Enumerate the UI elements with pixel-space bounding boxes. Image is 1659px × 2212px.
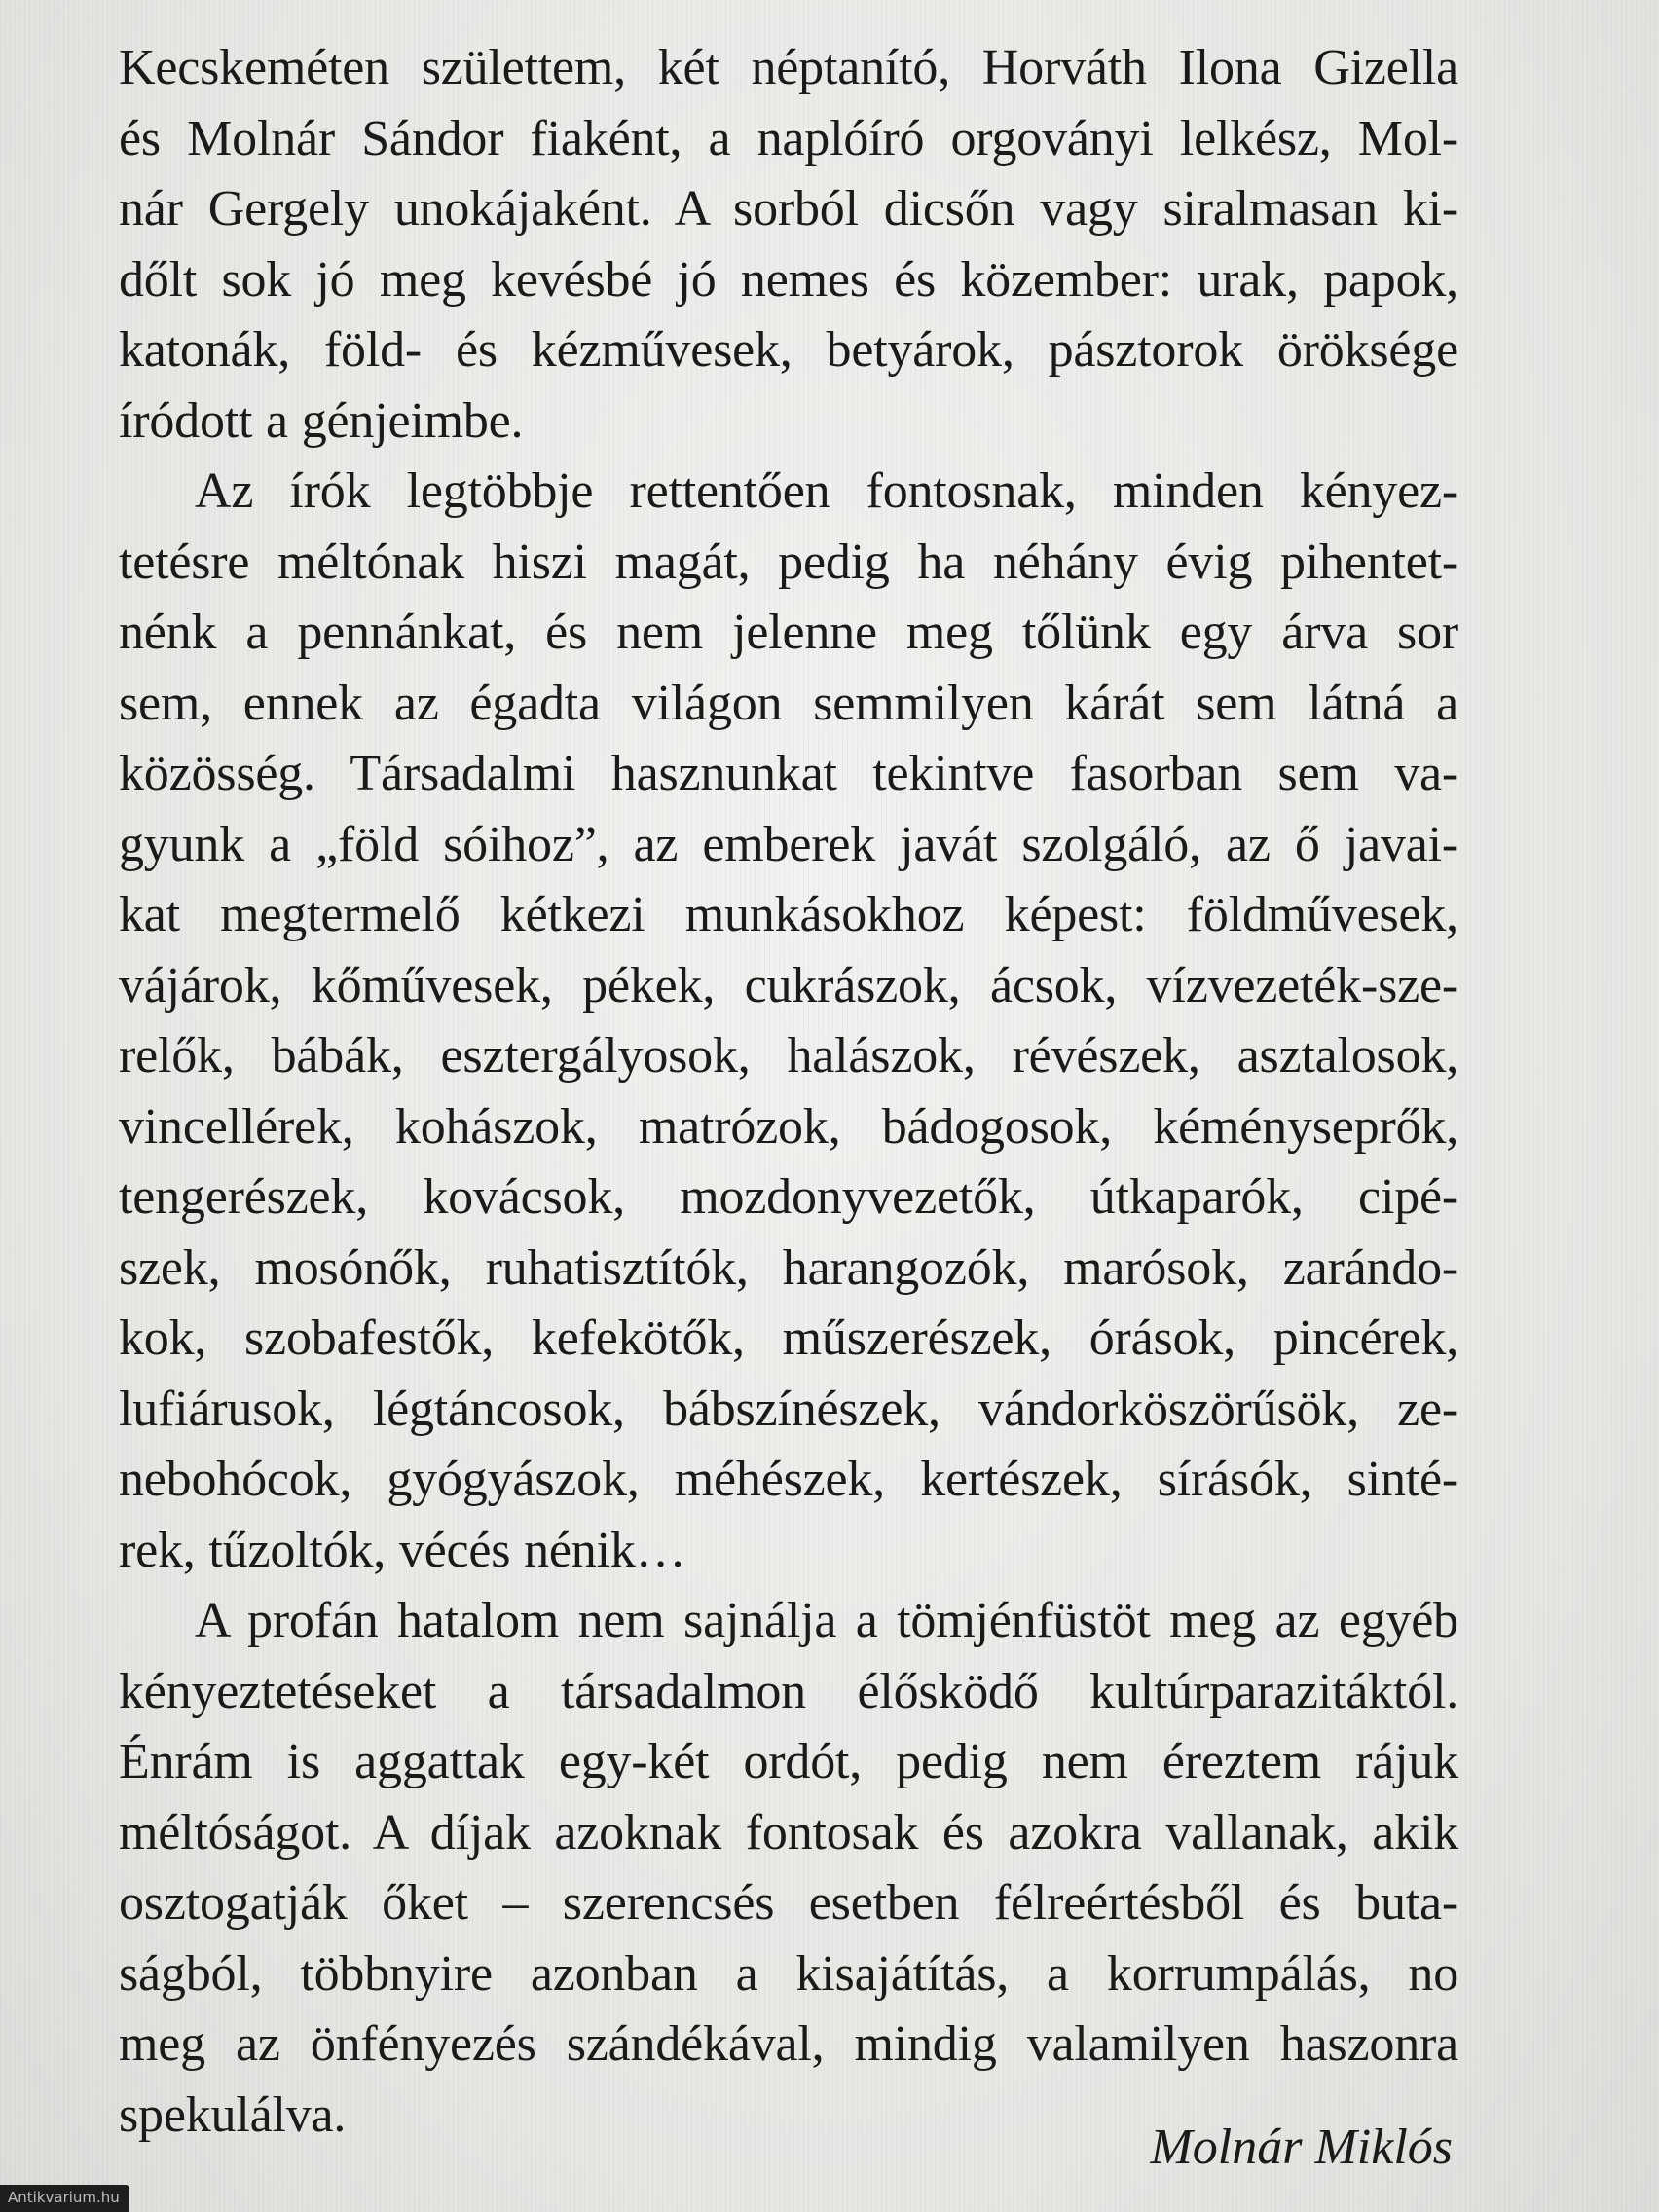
text-line: relők, bábák, esztergályosok, halászok, révészek, asztalosok, xyxy=(119,1028,1458,1084)
text-line: vincellérek, kohászok, matrózok, bádogosok, kéményseprők, xyxy=(119,1098,1458,1155)
text-line: méltóságot. A díjak azoknak fontosak és azokra vallanak, akik xyxy=(119,1804,1458,1861)
text-line: nebohócok, gyógyászok, méhészek, kertészek, sírásók, sinté- xyxy=(119,1452,1458,1507)
text-line: dőlt sok jó meg kevésbé jó nemes és közember: urak, papok, xyxy=(119,251,1458,308)
text-line: osztogatják őket – szerencsés esetben félreértésből és buta- xyxy=(119,1875,1458,1931)
text-line: nár Gergely unokájaként. A sorból dicsőn vagy siralmasan ki- xyxy=(119,181,1458,237)
text-line: kok, szobafestők, kefekötők, műszerészek, órások, pincérek, xyxy=(119,1310,1458,1366)
paragraph-2 xyxy=(119,457,1458,1586)
text-line: Kecskeméten születtem, két néptanító, Horváth Ilona Gizella xyxy=(119,40,1458,95)
text-line: nénk a pennánkat, és nem jelenne meg tőlünk egy árva sor xyxy=(119,605,1458,660)
text-line: gyunk a „föld sóihoz”, az emberek javát szolgáló, az ő javai- xyxy=(119,816,1458,872)
text-line: kat megtermelő kétkezi munkásokhoz képest: földművesek, xyxy=(119,887,1458,942)
text-line: ságból, többnyire azonban a kisajátítás, a korrumpálás, no xyxy=(119,1945,1458,2002)
author-signature: Molnár Miklós xyxy=(1150,2120,1453,2175)
text-line: közösség. Társadalmi hasznunkat tekintve fasorban sem va- xyxy=(119,746,1458,801)
book-page-text xyxy=(119,33,1458,2151)
text-line: lufiárusok, légtáncosok, bábszínészek, vándorköszörűsök, ze- xyxy=(119,1381,1458,1437)
text-line: tengerészek, kovácsok, mozdonyvezetők, útkaparók, cipé- xyxy=(119,1169,1458,1225)
paragraph-1 xyxy=(119,33,1458,457)
watermark-label: Antikvarium.hu xyxy=(0,2185,129,2212)
text-line: Az írók legtöbbje rettentően fontosnak, minden kényez- xyxy=(195,463,1458,519)
text-line: kényeztetéseket a társadalmon élősködő kultúrparazitáktól. xyxy=(119,1663,1458,1719)
paragraph-3 xyxy=(119,1586,1458,2151)
text-line: Énrám is aggattak egy-két ordót, pedig nem éreztem rájuk xyxy=(119,1734,1458,1789)
text-line: katonák, föld- és kézművesek, betyárok, pásztorok öröksége xyxy=(119,322,1458,378)
text-line: tetésre méltónak hiszi magát, pedig ha néhány évig pihentet- xyxy=(119,534,1458,590)
text-line: sem, ennek az égadta világon semmilyen kárát sem látná a xyxy=(119,675,1458,731)
text-line: A profán hatalom nem sajnálja a tömjénfüstöt meg az egyéb xyxy=(195,1593,1458,1648)
text-line: rek, tűzoltók, vécés nénik… xyxy=(119,1522,686,1578)
text-line: és Molnár Sándor fiaként, a naplóíró orgoványi lelkész, Mol- xyxy=(119,110,1458,166)
text-line: spekulálva. xyxy=(119,2086,347,2143)
text-line: meg az önfényezés szándékával, mindig valamilyen haszonra xyxy=(119,2016,1458,2072)
text-line: szek, mosónők, ruhatisztítók, harangozók, marósok, zarándo- xyxy=(119,1239,1458,1296)
text-line: vájárok, kőművesek, pékek, cukrászok, ácsok, vízvezeték-sze- xyxy=(119,957,1458,1014)
text-line: íródott a génjeimbe. xyxy=(119,392,524,449)
